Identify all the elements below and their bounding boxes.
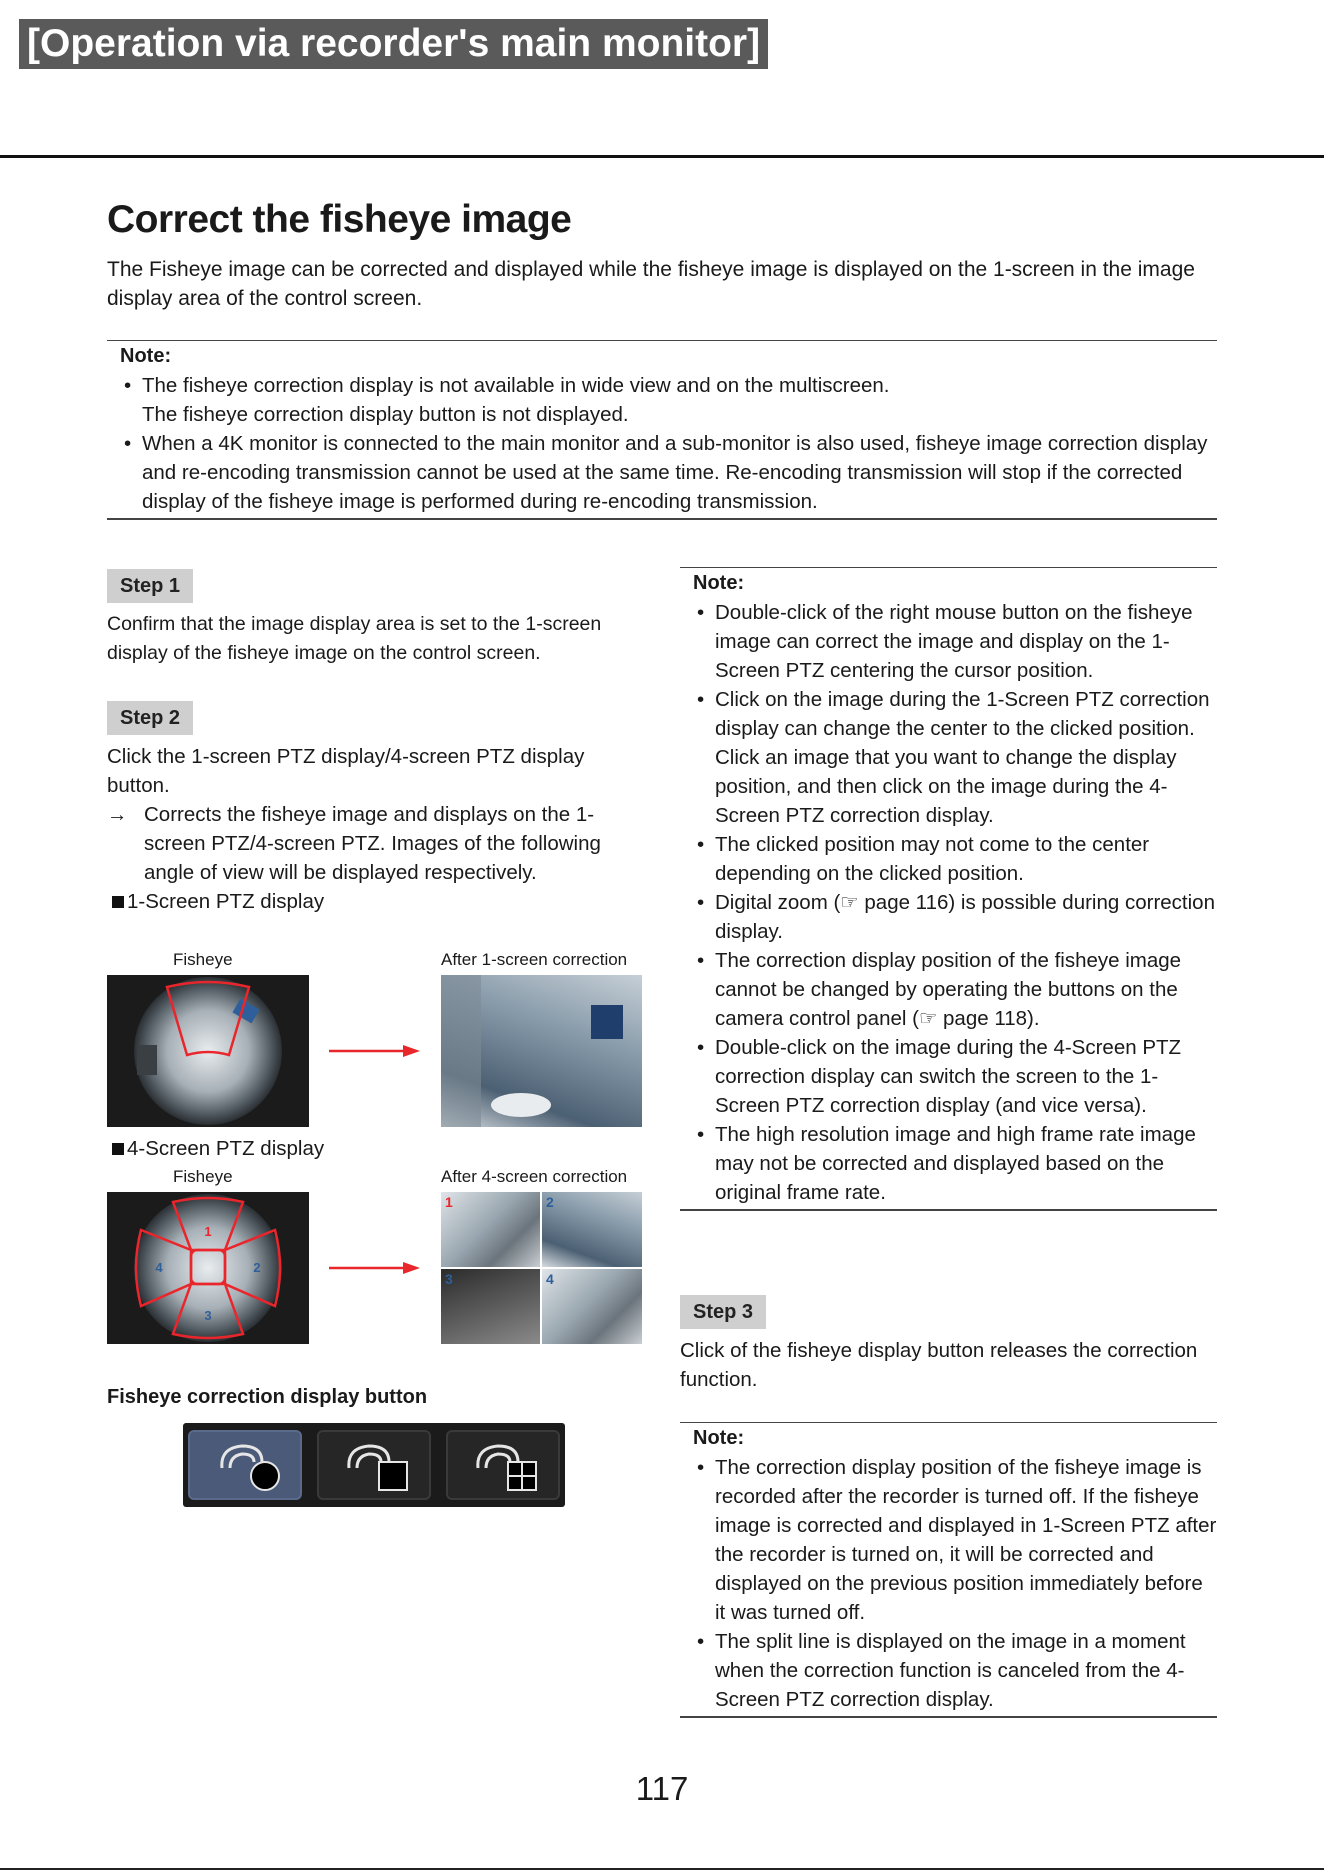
button-section-title: Fisheye correction display button — [107, 1386, 428, 1408]
region-number: 3 — [204, 1308, 212, 1323]
corrected-one-svg — [441, 975, 642, 1127]
transform-arrow-icon — [327, 1041, 422, 1061]
note-item: • Click on the image during the 1-Screen PTZ correction display can change the center to the clicked position. Click an image that you want to change the display position, and then click on the image during the 4-Screen PTZ correction display. — [680, 685, 1217, 830]
note-list — [680, 1453, 1217, 1714]
scene-wall — [441, 975, 481, 1127]
note-heading: Note: — [693, 1427, 745, 1449]
fisheye-1screen-icon — [190, 1432, 300, 1498]
step-result — [107, 800, 652, 887]
four-screen-label — [107, 1134, 324, 1163]
note-item: • The split line is displayed on the image in a moment when the correction function is canceled from the 4-Screen PTZ correction display. — [680, 1627, 1217, 1714]
intro-paragraph: The Fisheye image can be corrected and displayed while the fisheye image is displayed on the 1-screen in the image display area of the control screen. — [107, 258, 1195, 310]
step-text: Click the 1-screen PTZ display/4-screen PTZ display button. — [107, 745, 585, 797]
tile-number: 4 — [546, 1271, 554, 1287]
page-number: 117 — [635, 1770, 689, 1807]
note-list — [107, 371, 1217, 516]
corrected-grid-four — [441, 1192, 642, 1344]
fisheye-4screen-ptz-display-button[interactable] — [446, 1430, 560, 1500]
note-item: • Double-click of the right mouse button on the fisheye image can correct the image and display on the 1-Screen PTZ centering the cursor position. — [680, 598, 1217, 685]
note-item: • The correction display position of the fisheye image is recorded after the recorder is turned off. If the fisheye image is corrected and displayed in 1-Screen PTZ after the recorder is turned on, it will be corrected and displayed on the previous position immediately before it was turned off. — [680, 1453, 1217, 1627]
fisheye-single-frame-icon — [319, 1432, 429, 1498]
step2-section — [107, 701, 652, 916]
step3-section — [680, 1295, 1217, 1394]
one-screen-label — [107, 887, 652, 916]
header-divider — [0, 155, 1324, 158]
step-badge: Step 1 — [107, 569, 193, 603]
fisheye-image-four — [107, 1192, 309, 1344]
step-result-text: Corrects the fisheye image and displays on the 1-screen PTZ/4-screen PTZ. Images of the following angle of view will be displayed respectively. — [144, 803, 601, 884]
step-text: Confirm that the image display area is set to the 1-screen display of the fisheye image on the control screen. — [107, 613, 602, 664]
fisheye-image-one — [107, 975, 309, 1127]
step-badge: Step 3 — [680, 1295, 766, 1329]
step1-section — [107, 569, 652, 668]
corrected-tile — [542, 1192, 642, 1267]
right-note-1 — [680, 567, 1217, 1211]
step-text: Click of the fisheye display button releases the correction function. — [680, 1339, 1198, 1391]
after-four-caption: After 4-screen correction — [441, 1167, 628, 1186]
step-badge: Step 2 — [107, 701, 193, 735]
fisheye-button-bar — [183, 1423, 565, 1507]
note-item: • The high resolution image and high frame rate image may not be corrected and displayed based on the original frame rate. — [680, 1120, 1217, 1207]
note-item — [107, 371, 1217, 429]
square-bullet-icon — [112, 1143, 124, 1155]
note-heading: Note: — [120, 345, 172, 367]
scene-table — [491, 1093, 551, 1117]
transform-arrow-icon — [327, 1258, 422, 1278]
corrected-tile — [441, 1192, 540, 1267]
note-item: • When a 4K monitor is connected to the main monitor and a sub-monitor is also used, fisheye image correction display and re-encoding transmission cannot be used at the same time. Re-encoding transmission will stop if the corrected display of the fisheye image is performed during re-encoding transmission. — [107, 429, 1217, 516]
fisheye-one-svg — [107, 975, 309, 1127]
region-number: 4 — [155, 1260, 163, 1275]
section-header: [Operation via recorder's main monitor] — [19, 19, 768, 69]
after-one-caption: After 1-screen correction — [441, 950, 628, 969]
footer-divider — [0, 1868, 1324, 1870]
arrow-icon: → — [107, 803, 128, 826]
corrected-tile — [441, 1269, 540, 1344]
region-number: 2 — [253, 1260, 261, 1275]
note-heading: Note: — [693, 572, 745, 594]
fisheye-caption: Fisheye — [173, 1167, 233, 1186]
four-screen-label-text: 4-Screen PTZ display — [127, 1137, 325, 1160]
note-item-text: The fisheye correction display button is not displayed. — [142, 403, 629, 426]
note-list — [680, 598, 1217, 1207]
note-item-text: The fisheye correction display is not available in wide view and on the multiscreen. — [142, 374, 890, 397]
corrected-tile — [542, 1269, 642, 1344]
corrected-image-one — [441, 975, 642, 1127]
tile-number: 1 — [445, 1194, 453, 1210]
scene-monitor — [591, 1005, 623, 1039]
scene-cabinet — [137, 1045, 157, 1075]
page-title: Correct the fisheye image — [107, 198, 572, 241]
tile-number: 2 — [546, 1194, 554, 1210]
region-number: 1 — [204, 1224, 212, 1239]
fisheye-caption: Fisheye — [173, 950, 233, 969]
note-item: • The clicked position may not come to the center depending on the clicked position. — [680, 830, 1217, 888]
fisheye-quad-frame-icon — [448, 1432, 558, 1498]
note-item: • Digital zoom (☞ page 116) is possible during correction display. — [680, 888, 1217, 946]
top-note — [107, 340, 1217, 520]
fisheye-1screen-ptz-button[interactable] — [188, 1430, 302, 1500]
note-item: • Double-click on the image during the 4-Screen PTZ correction display can switch the screen to the 1-Screen PTZ correction display (and vice versa). — [680, 1033, 1217, 1120]
right-note-2 — [680, 1422, 1217, 1718]
note-item: • The correction display position of the fisheye image cannot be changed by operating the buttons on the camera control panel (☞ page 118). — [680, 946, 1217, 1033]
one-screen-label-text: 1-Screen PTZ display — [127, 890, 325, 913]
fisheye-four-svg — [107, 1192, 309, 1344]
square-bullet-icon — [112, 896, 124, 908]
fisheye-1screen-ptz-display-button[interactable] — [317, 1430, 431, 1500]
tile-number: 3 — [445, 1271, 453, 1287]
